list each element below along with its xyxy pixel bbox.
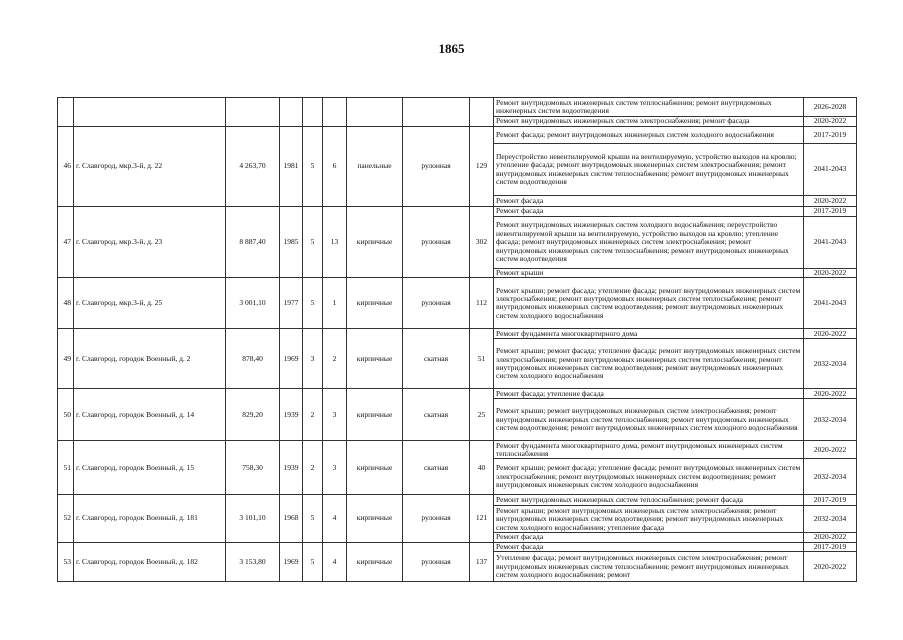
- building-number: 47: [58, 207, 74, 278]
- building-floors: 5: [303, 127, 323, 207]
- building-floors: 3: [303, 329, 323, 389]
- building-number: 53: [58, 542, 74, 581]
- roof-type: скатная: [403, 389, 470, 441]
- table-row: [58, 127, 857, 144]
- wall-material: кирпичные: [347, 441, 403, 495]
- building-year: 1969: [280, 542, 303, 581]
- wall-material: кирпичные: [347, 278, 403, 329]
- building-year: 1939: [280, 389, 303, 441]
- building-number: 48: [58, 278, 74, 329]
- table-row: [58, 207, 857, 217]
- work-cell: Ремонт фасада: [494, 542, 804, 551]
- building-area: 3 101,10: [226, 495, 280, 542]
- roof-type: рулонная: [403, 542, 470, 581]
- building-address: г. Славгород, городок Военный, д. 182: [74, 542, 226, 581]
- building-address: г. Славгород, городок Военный, д. 2: [74, 329, 226, 389]
- period-cell: 2041-2043: [804, 217, 857, 269]
- building-year: 1939: [280, 441, 303, 495]
- empty-cell: [74, 98, 226, 127]
- building-entrances: 2: [323, 329, 347, 389]
- table-row: [58, 441, 857, 459]
- period-cell: 2020-2022: [804, 329, 857, 339]
- building-floors: 5: [303, 278, 323, 329]
- building-address: г. Славгород, мкр.3-й, д. 25: [74, 278, 226, 329]
- period-cell: 2032-2034: [804, 399, 857, 441]
- building-area: 758,30: [226, 441, 280, 495]
- work-cell: Ремонт фасада; утепление фасада: [494, 389, 804, 399]
- period-cell: 2017-2019: [804, 542, 857, 551]
- empty-cell: [347, 98, 403, 127]
- period-cell: 2020-2022: [804, 533, 857, 542]
- period-cell: 2017-2019: [804, 207, 857, 217]
- work-cell: Утепление фасада; ремонт внутридомовых инженерных систем электроснабжения; ремонт внутридомовых инженерных систем теплоснабжения; ремонт внутридомовых инженерных систем холодного водоснабжения; ремонт: [494, 552, 804, 582]
- building-number: 51: [58, 441, 74, 495]
- building-year: 1977: [280, 278, 303, 329]
- building-entrances: 4: [323, 495, 347, 542]
- work-cell: Ремонт крыши: [494, 269, 804, 278]
- building-year: 1969: [280, 329, 303, 389]
- flats-count: 302: [470, 207, 494, 278]
- building-address: г. Славгород, городок Военный, д. 181: [74, 495, 226, 542]
- period-cell: 2020-2022: [804, 441, 857, 459]
- wall-material: кирпичные: [347, 542, 403, 581]
- flats-count: 129: [470, 127, 494, 207]
- period-cell: 2041-2043: [804, 278, 857, 329]
- building-number: 49: [58, 329, 74, 389]
- building-address: г. Славгород, мкр.3-й, д. 22: [74, 127, 226, 207]
- empty-cell: [403, 98, 470, 127]
- period-cell: 2032-2034: [804, 339, 857, 389]
- wall-material: кирпичные: [347, 495, 403, 542]
- capital-repair-table: [57, 97, 857, 582]
- roof-type: рулонная: [403, 495, 470, 542]
- work-cell: Ремонт крыши; ремонт фасада; утепление фасада; ремонт внутридомовых инженерных систем электроснабжения; ремонт внутридомовых инженерных систем водоотведения; ремонт внутридомовых инженерных систем холодного водоснабжения: [494, 459, 804, 495]
- roof-type: скатная: [403, 329, 470, 389]
- flats-count: 137: [470, 542, 494, 581]
- building-area: 829,20: [226, 389, 280, 441]
- building-entrances: 13: [323, 207, 347, 278]
- period-cell: 2032-2034: [804, 506, 857, 533]
- building-year: 1985: [280, 207, 303, 278]
- building-number: 50: [58, 389, 74, 441]
- empty-cell: [470, 98, 494, 127]
- empty-cell: [58, 98, 74, 127]
- period-cell: 2017-2019: [804, 495, 857, 506]
- work-cell: Ремонт крыши; ремонт внутридомовых инженерных систем электроснабжения; ремонт внутридомовых инженерных систем теплоснабжения; ремонт внутридомовых инженерных систем водоотведения; ремонт внутридомовых инженерных систем холодного водоснабжения: [494, 399, 804, 441]
- period-cell: 2026-2028: [804, 98, 857, 117]
- building-entrances: 1: [323, 278, 347, 329]
- building-area: 3 153,80: [226, 542, 280, 581]
- building-entrances: 3: [323, 389, 347, 441]
- period-cell: 2041-2043: [804, 144, 857, 196]
- building-area: 4 263,70: [226, 127, 280, 207]
- work-cell: Ремонт внутридомовых инженерных систем теплоснабжения; ремонт фасада: [494, 495, 804, 506]
- building-floors: 2: [303, 389, 323, 441]
- work-cell: Ремонт фасада: [494, 533, 804, 542]
- empty-cell: [323, 98, 347, 127]
- work-cell: Ремонт фундамента многоквартирного дома, ремонт внутридомовых инженерных систем теплоснабжения: [494, 441, 804, 459]
- flats-count: 112: [470, 278, 494, 329]
- flats-count: 40: [470, 441, 494, 495]
- building-floors: 5: [303, 542, 323, 581]
- table-row: [58, 278, 857, 329]
- building-address: г. Славгород, мкр.3-й, д. 23: [74, 207, 226, 278]
- work-cell: Ремонт фасада; ремонт внутридомовых инженерных систем холодного водоснабжения: [494, 127, 804, 144]
- work-cell: Ремонт фундамента многоквартирного дома: [494, 329, 804, 339]
- period-cell: 2017-2019: [804, 127, 857, 144]
- table-row: [58, 542, 857, 551]
- work-cell: Ремонт внутридомовых инженерных систем холодного водоснабжения; переустройство невентилируемой крыши на вентилируемую, устройство выходов на кровлю; утепление фасада; ремонт внутридомовых инженерных систем электроснабжения; ремонт внутридомовых инженерных систем теплоснабжения; ремонт внутридомовых инженерных систем водоотведения: [494, 217, 804, 269]
- roof-type: рулонная: [403, 207, 470, 278]
- work-cell: Ремонт крыши; ремонт внутридомовых инженерных систем электроснабжения; ремонт внутридомовых инженерных систем водоотведения; ремонт внутридомовых инженерных систем холодного водоснабжения; утепление фасада: [494, 506, 804, 533]
- building-year: 1968: [280, 495, 303, 542]
- period-cell: 2020-2022: [804, 552, 857, 582]
- flats-count: 121: [470, 495, 494, 542]
- building-entrances: 3: [323, 441, 347, 495]
- wall-material: кирпичные: [347, 389, 403, 441]
- roof-type: рулонная: [403, 278, 470, 329]
- work-cell: Ремонт крыши; ремонт фасада; утепление фасада; ремонт внутридомовых инженерных систем электроснабжения; ремонт внутридомовых инженерных систем теплоснабжения; ремонт внутридомовых инженерных систем водоотведения; ремонт внутридомовых инженерных систем холодного водоснабжения: [494, 278, 804, 329]
- building-area: 878,40: [226, 329, 280, 389]
- table-row: [58, 98, 857, 117]
- flats-count: 25: [470, 389, 494, 441]
- building-number: 52: [58, 495, 74, 542]
- table-row: [58, 389, 857, 399]
- building-entrances: 6: [323, 127, 347, 207]
- building-address: г. Славгород, городок Военный, д. 14: [74, 389, 226, 441]
- wall-material: кирпичные: [347, 329, 403, 389]
- roof-type: рулонная: [403, 127, 470, 207]
- building-floors: 2: [303, 441, 323, 495]
- work-cell: Ремонт фасада: [494, 196, 804, 207]
- period-cell: 2020-2022: [804, 389, 857, 399]
- flats-count: 51: [470, 329, 494, 389]
- building-area: 3 001,10: [226, 278, 280, 329]
- period-cell: 2020-2022: [804, 117, 857, 127]
- page-number: 1865: [438, 41, 465, 56]
- roof-type: скатная: [403, 441, 470, 495]
- empty-cell: [226, 98, 280, 127]
- work-cell: Ремонт фасада: [494, 207, 804, 217]
- building-floors: 5: [303, 207, 323, 278]
- table-row: [58, 495, 857, 506]
- period-cell: 2020-2022: [804, 269, 857, 278]
- building-entrances: 4: [323, 542, 347, 581]
- period-cell: 2020-2022: [804, 196, 857, 207]
- building-number: 46: [58, 127, 74, 207]
- work-cell: Переустройство невентилируемой крыши на вентилируемую, устройство выходов на кровлю; утепление фасада; ремонт внутридомовых инженерных систем электроснабжения; ремонт внутридомовых инженерных систем теплоснабжения; ремонт внутридомовых инженерных систем водоотведения: [494, 144, 804, 196]
- empty-cell: [303, 98, 323, 127]
- building-address: г. Славгород, городок Военный, д. 15: [74, 441, 226, 495]
- wall-material: панельные: [347, 127, 403, 207]
- work-cell: Ремонт внутридомовых инженерных систем теплоснабжения; ремонт внутридомовых инженерных систем водоотведения: [494, 98, 804, 117]
- building-area: 8 887,40: [226, 207, 280, 278]
- building-year: 1981: [280, 127, 303, 207]
- building-floors: 5: [303, 495, 323, 542]
- empty-cell: [280, 98, 303, 127]
- work-cell: Ремонт внутридомовых инженерных систем электроснабжения; ремонт фасада: [494, 117, 804, 127]
- wall-material: кирпичные: [347, 207, 403, 278]
- table-row: [58, 329, 857, 339]
- period-cell: 2032-2034: [804, 459, 857, 495]
- work-cell: Ремонт крыши; ремонт фасада; утепление фасада; ремонт внутридомовых инженерных систем электроснабжения; ремонт внутридомовых инженерных систем теплоснабжения; ремонт внутридомовых инженерных систем водоотведения; ремонт внутридомовых инженерных систем холодного водоснабжения: [494, 339, 804, 389]
